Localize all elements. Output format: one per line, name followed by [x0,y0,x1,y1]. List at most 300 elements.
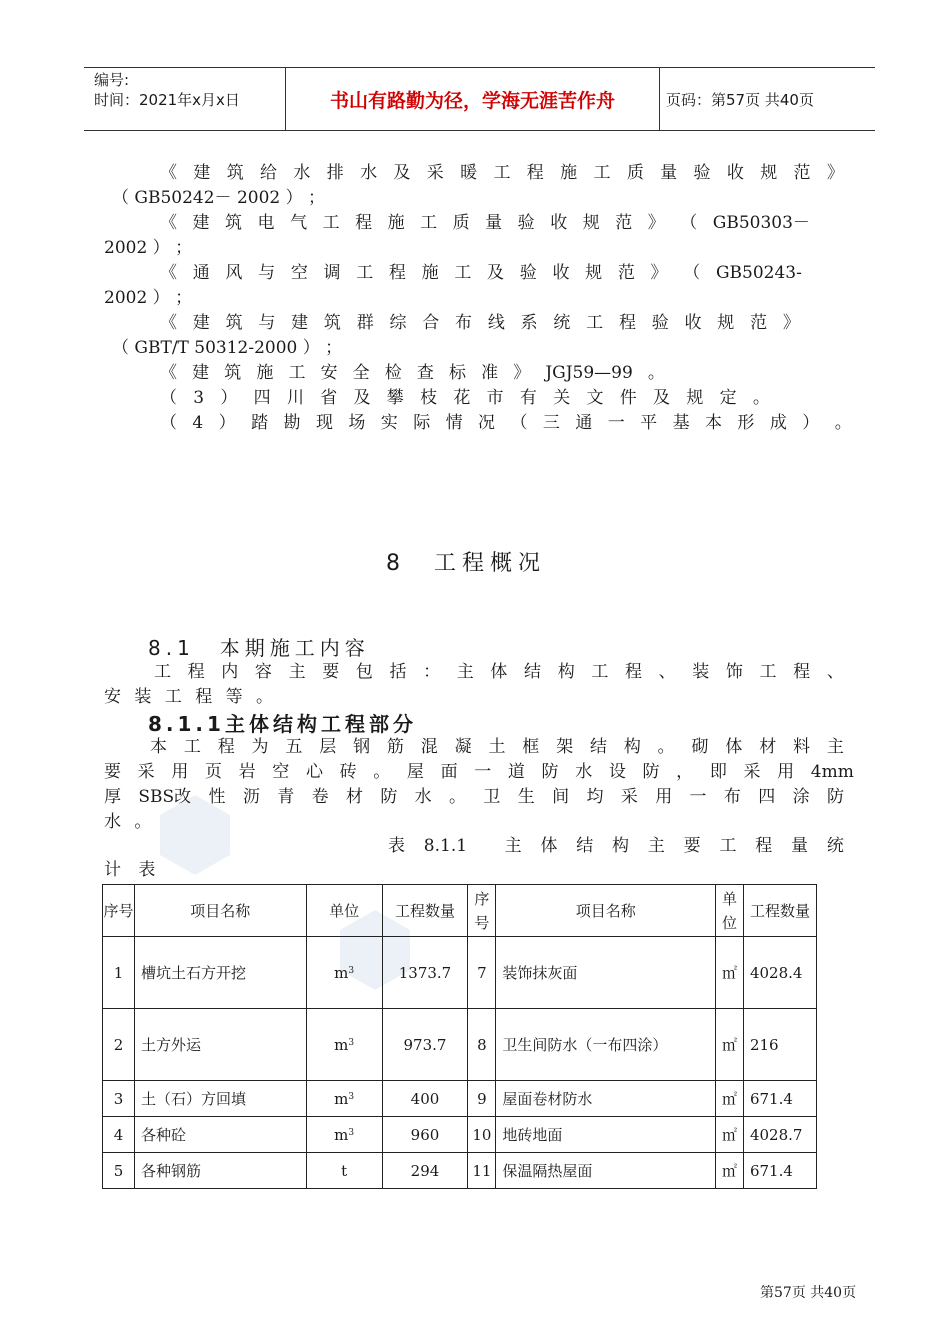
cell-no-2 [468,1153,496,1189]
text-glyph: 情 [445,413,463,433]
cell-unit-2-text: ㎡ [721,1125,737,1144]
text-glyph: 《 [160,313,177,333]
cell-no-text: 3 [113,1089,124,1108]
cell-unit-text: t [341,1161,348,1180]
text-glyph: 采 [137,762,155,782]
text-glyph: 》 [782,313,800,333]
text-glyph: 规 [582,213,600,233]
text-glyph: 用 [655,787,673,807]
text-glyph: 岩 [238,762,256,782]
text-glyph: 场 [348,413,366,433]
text-glyph: 8.1.1 [423,836,468,856]
text-glyph: 工 [288,363,306,383]
col-header-no-2: 序号 [468,885,496,937]
text-glyph: 查 [416,363,434,383]
text-glyph: 构 [557,662,575,682]
text-glyph: 架 [556,737,574,757]
text-glyph: 验 [517,213,535,233]
time-label: 时间：2021年x月x日 [94,91,240,109]
text-glyph: 》 [650,263,668,283]
text-glyph: 程 [624,662,642,682]
text-glyph: 成 [769,413,787,433]
text-glyph: 。 [373,762,391,782]
table-row [103,1153,817,1189]
text-glyph: 工 [759,662,777,682]
cell-qty-2-text: 4028.4 [749,963,803,982]
cell-qty-2 [743,1117,816,1153]
text-glyph: 凝 [454,737,472,757]
page-header [84,67,875,131]
cell-name-text: 土（石）方回填 [140,1089,246,1108]
text-glyph: 《 [160,213,177,233]
text-glyph: 建 [192,313,210,333]
text-glyph: （ [160,413,177,433]
cell-no-2-text: 9 [477,1089,487,1108]
cell-name-text: 各种砼 [140,1125,186,1144]
text-glyph: （ [160,388,177,408]
cell-qty-2-text: 671.4 [749,1089,793,1108]
text-glyph: 综 [389,313,407,333]
cell-name [134,1153,306,1189]
cell-qty [382,1081,468,1117]
cell-name-2 [496,1153,716,1189]
cell-name-2-text: 保温隔热屋面 [502,1161,593,1180]
text-glyph: 风 [225,263,243,283]
text-glyph: 验 [651,313,669,333]
cell-unit-2 [716,1153,744,1189]
cell-no [103,1009,135,1081]
table-row [103,1009,817,1081]
text-glyph: 屋 [406,762,424,782]
text-glyph: 统 [826,836,844,856]
page-footer: 第57页 共40页 [760,1285,857,1301]
text-glyph: 工 [719,836,737,856]
text-glyph: （ [510,413,528,433]
cell-name [134,1117,306,1153]
cell-no [103,1081,135,1117]
cell-no-2 [468,1009,496,1081]
text-glyph: 程 [755,836,773,856]
text-glyph: 要 [322,662,340,682]
text-glyph: 关 [553,388,571,408]
text-glyph: 平 [640,413,658,433]
text-glyph: 验 [693,163,711,183]
text-glyph: 工 [356,263,374,283]
text-glyph: 及 [653,388,671,408]
text-glyph: 。 [449,787,467,807]
text-glyph: 涂 [792,787,810,807]
text-glyph: 攀 [386,388,404,408]
ref-line-7 [160,411,852,436]
cell-name [134,1081,306,1117]
text-glyph: 踏 [251,413,269,433]
col-header-name: 项目名称 [134,885,306,937]
text-glyph: 》 [513,363,531,383]
text-glyph: 范 [617,263,635,283]
cell-no-2-text: 10 [472,1125,492,1144]
cell-qty-2-text: 4028.7 [749,1125,803,1144]
text-glyph: 构 [623,737,641,757]
text-glyph: 防 [380,787,398,807]
cell-unit [306,937,382,1009]
text-glyph: 建 [193,163,211,183]
cube-superscript: 3 [348,1037,355,1048]
cell-no-text: 4 [113,1125,124,1144]
text-glyph: 结 [524,662,542,682]
text-glyph: ） [220,388,238,408]
cell-no-text: 5 [113,1161,124,1180]
content-line-2: 安 装 工 程 等 。 [104,687,278,707]
text-glyph: 4 [192,413,204,433]
text-glyph: 川 [286,388,304,408]
cell-qty-2 [743,1081,816,1117]
text-glyph: 性 [208,787,226,807]
para-line-4: 水 。 [104,812,156,832]
text-glyph: 水 [575,762,593,782]
text-glyph: 。 [647,363,665,383]
cell-name-2 [496,937,716,1009]
cell-name [134,1009,306,1081]
text-glyph: 气 [290,213,308,233]
cell-qty-2 [743,1153,816,1189]
text-glyph: 、 [658,662,676,682]
cell-name-2-text: 屋面卷材防水 [502,1089,593,1108]
text-glyph: 基 [672,413,690,433]
text-glyph: 量 [791,836,809,856]
text-glyph: 勘 [283,413,301,433]
text-glyph: 钢 [353,737,371,757]
text-glyph: 3 [193,388,205,408]
para-line-2 [104,760,854,785]
text-glyph: 范 [615,213,633,233]
text-glyph: 采 [426,163,444,183]
ref-line-2-cont: 2002 ） ； [104,238,193,258]
text-glyph: 装 [692,662,710,682]
text-glyph: 。 [752,388,770,408]
text-glyph: 建 [192,363,210,383]
text-glyph: 五 [285,737,303,757]
text-glyph: SBS改 [138,787,192,807]
text-glyph: 合 [422,313,440,333]
ref-line-5 [160,361,665,386]
text-glyph: 建 [192,213,210,233]
cell-unit-2 [716,1081,744,1117]
text-glyph: 水 [414,787,432,807]
text-glyph: 筑 [226,163,244,183]
section-title: 8 工程概况 [386,551,546,576]
text-glyph: 调 [323,263,341,283]
cell-unit [306,1009,382,1081]
text-glyph: 4mm [810,762,854,782]
cell-unit-text: m [334,963,349,982]
text-glyph: 布 [723,787,741,807]
text-glyph: 一 [474,762,492,782]
cell-qty-text: 960 [410,1125,440,1144]
text-glyph: 《 [160,363,177,383]
text-glyph: 结 [589,737,607,757]
text-glyph: 防 [826,787,844,807]
cell-name [134,937,306,1009]
text-glyph: 质 [626,163,644,183]
cell-qty-text: 294 [410,1161,440,1180]
cell-unit-2-text: ㎡ [721,1035,737,1054]
text-glyph: 建 [291,313,309,333]
text-glyph: 枝 [420,388,438,408]
text-glyph: 面 [440,762,458,782]
text-glyph: 筑 [224,363,242,383]
text-glyph: （ [683,263,701,283]
text-glyph: 水 [293,163,311,183]
text-glyph: 均 [586,787,604,807]
text-glyph: 要 [683,836,701,856]
subsub-section-title: 8.1.1主体结构工程部分 [148,712,417,736]
text-glyph: 收 [684,313,702,333]
text-glyph: 主 [504,836,522,856]
cell-qty-text: 1373.7 [398,963,452,982]
text-glyph: 通 [192,263,210,283]
cell-name-2 [496,1081,716,1117]
text-glyph: 工 [454,263,472,283]
text-glyph: 沥 [242,787,260,807]
cell-no [103,1117,135,1153]
cell-qty [382,1153,468,1189]
cell-name-2-text: 卫生间防水（一布四涂） [502,1035,668,1054]
cell-unit-2-text: ㎡ [721,1161,737,1180]
text-glyph: 砌 [691,737,709,757]
sub-section-title: 8.1 本期施工内容 [148,636,370,660]
text-glyph: 主 [826,737,844,757]
text-glyph: 规 [585,263,603,283]
text-glyph: 市 [486,388,504,408]
text-glyph: 排 [326,163,344,183]
text-glyph: 形 [737,413,755,433]
text-glyph: 厚 [104,787,121,807]
text-glyph: 规 [760,163,778,183]
text-glyph: 检 [384,363,402,383]
number-label: 编号: [94,71,130,89]
text-glyph: 全 [352,363,370,383]
cell-qty [382,1009,468,1081]
text-glyph: 施 [256,363,274,383]
cell-unit-2-text: ㎡ [721,963,737,982]
text-glyph: 范 [793,163,811,183]
text-glyph: 设 [608,762,626,782]
text-glyph: 生 [517,787,535,807]
text-glyph: 料 [793,737,811,757]
text-glyph: 。 [834,413,852,433]
text-glyph: 《 [160,163,177,183]
table-header-row [103,885,817,937]
text-glyph: 要 [104,762,121,782]
col-header-no: 序号 [103,885,135,937]
cell-no-2-text: 7 [477,963,487,982]
table-caption [388,834,844,859]
text-glyph: 一 [689,787,707,807]
para-line-1 [150,735,844,760]
text-glyph: 程 [355,213,373,233]
text-glyph: 本 [150,737,167,757]
text-glyph: JGJ59—99 [545,363,633,383]
text-glyph: 材 [345,787,363,807]
text-glyph: 规 [686,388,704,408]
text-glyph: 本 [705,413,722,433]
text-glyph: 程 [388,263,406,283]
header-slogan: 书山有路勤为径，学海无涯苦作舟 [285,68,660,130]
text-glyph: 文 [586,388,604,408]
text-glyph: 用 [171,762,189,782]
text-glyph: 与 [258,263,276,283]
text-glyph: 》 [647,213,665,233]
text-glyph: 括 [389,662,407,682]
text-glyph: 材 [759,737,777,757]
text-glyph: 程 [217,737,235,757]
text-glyph: 线 [487,313,505,333]
cell-unit [306,1117,382,1153]
text-glyph: 青 [277,787,295,807]
text-glyph: 筑 [225,213,243,233]
text-glyph: 页 [204,762,222,782]
text-glyph: 省 [320,388,338,408]
text-glyph: 一 [607,413,625,433]
text-glyph: 空 [272,762,290,782]
ref-line-1-cont: （ GB50242－ 2002 ） ； [112,188,326,208]
cell-unit-2 [716,1117,744,1153]
text-glyph: 工 [493,163,511,183]
text-glyph: 土 [488,737,506,757]
text-glyph: 体 [540,836,558,856]
text-glyph: 水 [360,163,378,183]
text-glyph: GB50243- [715,263,802,283]
text-glyph: 体 [725,737,743,757]
text-glyph: 标 [448,363,466,383]
text-glyph: ） [218,413,236,433]
table-row [103,1117,817,1153]
text-glyph: 范 [750,313,768,333]
text-glyph: 防 [541,762,559,782]
cell-unit-text: m [334,1035,349,1054]
text-glyph: 饰 [725,662,743,682]
text-glyph: 施 [560,163,578,183]
text-glyph: 构 [612,836,630,856]
text-glyph: 及 [393,163,411,183]
text-glyph: 际 [413,413,431,433]
table-caption-cont: 计 表 [104,860,162,880]
ref-line-6 [160,386,770,411]
text-glyph: 收 [726,163,744,183]
text-glyph: 工 [593,163,611,183]
text-glyph: 定 [719,388,737,408]
text-glyph: 量 [660,163,678,183]
text-glyph: 实 [380,413,398,433]
cube-superscript: 3 [348,1091,355,1102]
text-glyph: 即 [709,762,727,782]
cell-name-2 [496,1009,716,1081]
text-glyph: 工 [586,313,604,333]
quantity-table [102,884,817,1189]
text-glyph: 工 [591,662,609,682]
text-glyph: 卷 [311,787,329,807]
text-glyph: 卫 [483,787,501,807]
text-glyph: 框 [522,737,540,757]
text-glyph: 群 [356,313,374,333]
text-glyph: 验 [519,263,537,283]
text-glyph: 与 [258,313,276,333]
ref-line-3 [160,261,802,286]
cell-qty-text: 973.7 [403,1035,447,1054]
header-page-label: 页码：第57页 共40页 [666,90,814,109]
text-glyph: 空 [290,263,308,283]
text-glyph: 收 [550,213,568,233]
text-glyph: ） [802,413,820,433]
ref-line-2 [160,211,810,236]
cell-qty [382,937,468,1009]
text-glyph: 及 [487,263,505,283]
cell-no [103,1153,135,1189]
text-glyph: 有 [519,388,537,408]
text-glyph: 。 [657,737,675,757]
text-glyph: 体 [490,662,508,682]
cube-superscript: 3 [348,1127,355,1138]
table-row [103,937,817,1009]
content-line-1 [154,660,844,685]
text-glyph: 质 [452,213,470,233]
cell-qty-2 [743,937,816,1009]
text-glyph: 工 [183,737,201,757]
cell-no-2 [468,937,496,1009]
text-glyph: 工 [322,213,340,233]
para-line-3 [104,785,844,810]
cell-unit-2-text: ㎡ [721,1089,737,1108]
cell-unit-text: m [334,1089,349,1108]
text-glyph: 施 [421,263,439,283]
text-glyph: 表 [388,836,405,856]
text-glyph: 混 [420,737,438,757]
cell-no-2 [468,1081,496,1117]
text-glyph: 量 [485,213,503,233]
text-glyph: 程 [618,313,636,333]
text-glyph: 安 [320,363,338,383]
cell-unit-2 [716,1009,744,1081]
header-meta [84,68,284,132]
cell-unit-text: m [334,1125,349,1144]
text-glyph: 收 [552,263,570,283]
cell-qty-2 [743,1009,816,1081]
cell-unit [306,1081,382,1117]
text-glyph: GB50303－ [712,213,810,233]
text-glyph: 程 [526,163,544,183]
text-glyph: 、 [826,662,844,682]
cell-qty-2-text: 671.4 [749,1161,793,1180]
cell-name-2 [496,1117,716,1153]
text-glyph: 心 [305,762,323,782]
cell-unit-2 [716,937,744,1009]
text-glyph: 砖 [339,762,357,782]
cell-name-2-text: 装饰抹灰面 [502,963,578,982]
text-glyph: 内 [221,662,239,682]
text-glyph: 程 [793,662,811,682]
text-glyph: 暖 [460,163,478,183]
cell-name-text: 土方外运 [140,1035,201,1054]
cell-qty-text: 400 [410,1089,440,1108]
col-header-unit: 单位 [306,885,382,937]
text-glyph: ： [423,662,441,682]
text-glyph: 系 [520,313,538,333]
text-glyph: 主 [456,662,474,682]
text-glyph: 电 [257,213,275,233]
text-glyph: 筋 [386,737,404,757]
col-header-qty: 工程数量 [382,885,468,937]
text-glyph: 为 [251,737,269,757]
